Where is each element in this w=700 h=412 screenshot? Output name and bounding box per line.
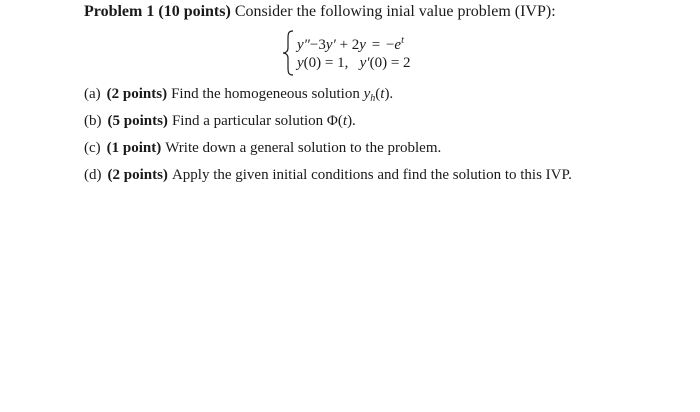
y-term: y [359, 37, 366, 53]
ic-y-prime: y′ [359, 55, 370, 71]
equals-sign: = [371, 37, 381, 53]
problem-heading: Problem 1 (10 points) [84, 3, 231, 20]
part-c [84, 139, 441, 157]
initial-conditions [297, 54, 411, 72]
rhs-exponent: t [401, 35, 404, 46]
part-d [84, 166, 572, 184]
math-close-paren: ). [347, 113, 356, 129]
part-points: (2 points) [107, 167, 168, 183]
rhs-minus: − [385, 37, 395, 53]
ic-y: y [297, 55, 304, 71]
part-label: (a) [84, 86, 101, 102]
part-label: (d) [84, 167, 102, 183]
coef-plus-2: + 2 [339, 37, 360, 53]
part-text: Find a particular solution [171, 113, 327, 129]
part-label: (c) [84, 140, 101, 156]
differential-equation [297, 32, 404, 54]
ic-y-prime-value: (0) = 2 [369, 55, 411, 71]
part-points: (5 points) [107, 113, 168, 129]
coef-minus-3: −3 [309, 37, 326, 53]
part-label: (b) [84, 113, 102, 129]
math-subscript: h [370, 93, 376, 104]
left-brace-icon [282, 30, 296, 76]
part-points: (2 points) [106, 86, 168, 102]
math-var: Φ [326, 113, 338, 129]
part-b [84, 112, 356, 130]
math-close-paren: ). [384, 86, 394, 102]
rhs-e: e [394, 37, 402, 53]
math-open-paren: ( [375, 86, 381, 102]
part-text: Write down a general solution to the problem. [165, 140, 442, 156]
math-t: t [342, 113, 348, 129]
y-double-prime: y″ [297, 37, 310, 53]
part-a [84, 85, 393, 108]
math-open-paren: ( [337, 113, 343, 129]
part-points: (1 point) [106, 140, 162, 156]
part-text: Find the homogeneous solution [171, 86, 364, 102]
math-t: t [380, 86, 385, 102]
problem-statement: Consider the following inial value problem (IVP): [234, 3, 556, 20]
part-text: Apply the given initial conditions and find the solution to this IVP. [171, 167, 572, 183]
y-prime: y′ [325, 37, 336, 53]
ic-y-value: (0) = 1, [303, 55, 349, 71]
problem-title [84, 2, 556, 22]
math-var: y [363, 86, 371, 102]
